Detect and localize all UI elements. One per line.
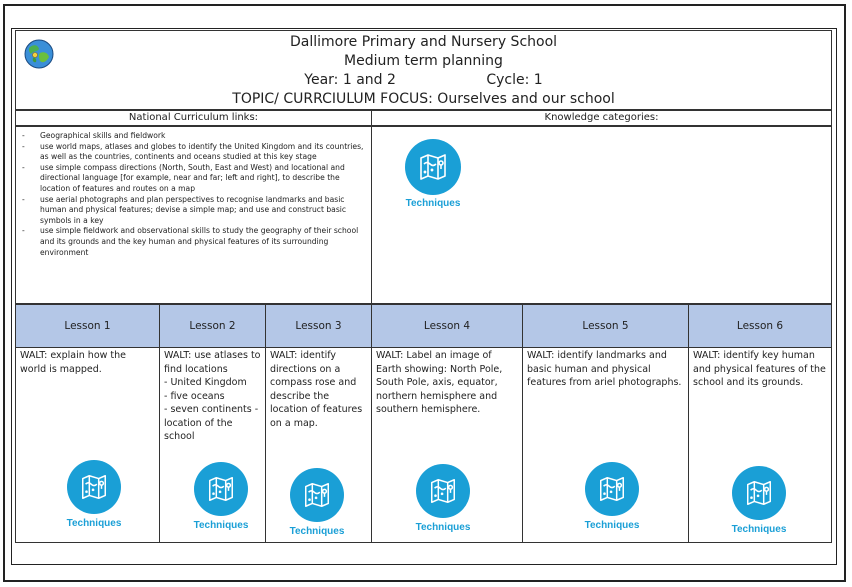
techniques-badge (726, 466, 792, 537)
national-curriculum-heading: National Curriculum links: (15, 110, 372, 126)
lesson-header: Lesson 5 (522, 304, 689, 348)
techniques-label: Techniques (405, 198, 461, 209)
lesson-header: Lesson 1 (15, 304, 160, 348)
techniques-label: Techniques (731, 524, 787, 535)
walt-text: WALT: identify key human and physical features of the school and its grounds. (693, 350, 826, 388)
map-icon (585, 462, 639, 516)
techniques-badge (579, 462, 645, 533)
lesson-walt-cell (265, 347, 372, 543)
techniques-label: Techniques (415, 522, 471, 533)
map-icon (67, 460, 121, 514)
lesson-walt-cell (371, 347, 523, 543)
walt-text: WALT: identify directions on a compass rose and describe the location of features on a map. (270, 350, 363, 429)
techniques-label: Techniques (289, 526, 345, 537)
cycle-label: Cycle: 1 (486, 72, 543, 88)
knowledge-categories-box (371, 126, 832, 304)
walt-text: WALT: explain how the world is mapped. (20, 350, 127, 375)
walt-text: WALT: identify landmarks and basic human and physical features from ariel photographs. (527, 350, 682, 388)
lesson-walt-cell (688, 347, 832, 543)
lesson-walt-cell (159, 347, 266, 543)
lesson-walt-cell (15, 347, 160, 543)
topic-title: TOPIC/ CURRCIULUM FOCUS: Ourselves and our school (232, 91, 615, 107)
techniques-label: Techniques (193, 520, 249, 531)
techniques-label: Techniques (66, 518, 122, 529)
techniques-badge (188, 462, 254, 533)
list-item: - use simple compass directions (North, South, East and West) and locational and directional language [for example, near and far; left and right], to describe the location of features and routes on a map (20, 163, 367, 195)
lesson-header: Lesson 4 (371, 304, 523, 348)
techniques-badge (61, 460, 127, 531)
school-name: Dallimore Primary and Nursery School (289, 34, 558, 50)
knowledge-categories-heading: Knowledge categories: (371, 110, 832, 126)
list-item: - use aerial photographs and plan perspectives to recognise landmarks and basic human and physical features; devise a simple map; and use and construct basic symbols in a key (20, 195, 367, 227)
techniques-badge (400, 139, 466, 209)
list-item: - Geographical skills and fieldwork (20, 131, 367, 142)
map-icon (290, 468, 344, 522)
map-icon (732, 466, 786, 520)
map-icon (416, 464, 470, 518)
plan-title: Medium term planning (344, 53, 503, 69)
techniques-badge (284, 468, 350, 539)
walt-text: WALT: Label an image of Earth showing: North Pole, South Pole, axis, equator, northern hemisphere and southern hemisphere. (376, 350, 503, 415)
techniques-label: Techniques (584, 520, 640, 531)
map-icon (405, 139, 461, 195)
curriculum-links-box (15, 126, 372, 304)
list-item: - use world maps, atlases and globes to identify the United Kingdom and its countries, as well as the countries, continents and oceans studied at this key stage (20, 142, 367, 163)
year-cycle-line (16, 71, 831, 90)
map-icon (194, 462, 248, 516)
lesson-header: Lesson 2 (159, 304, 266, 348)
year-label: Year: 1 and 2 (304, 72, 396, 88)
list-item: - use simple fieldwork and observational skills to study the geography of their school and its grounds and the key human and physical features of its surrounding environment (20, 226, 367, 258)
curriculum-links-list (16, 127, 371, 258)
walt-text: WALT: use atlases to find locations - United Kingdom - five oceans - seven continents - location of the school (164, 350, 261, 442)
document-header (15, 30, 832, 110)
lesson-walt-cell (522, 347, 689, 543)
lesson-header: Lesson 6 (688, 304, 832, 348)
globe-icon (24, 39, 54, 69)
techniques-badge (410, 464, 476, 535)
lesson-header: Lesson 3 (265, 304, 372, 348)
